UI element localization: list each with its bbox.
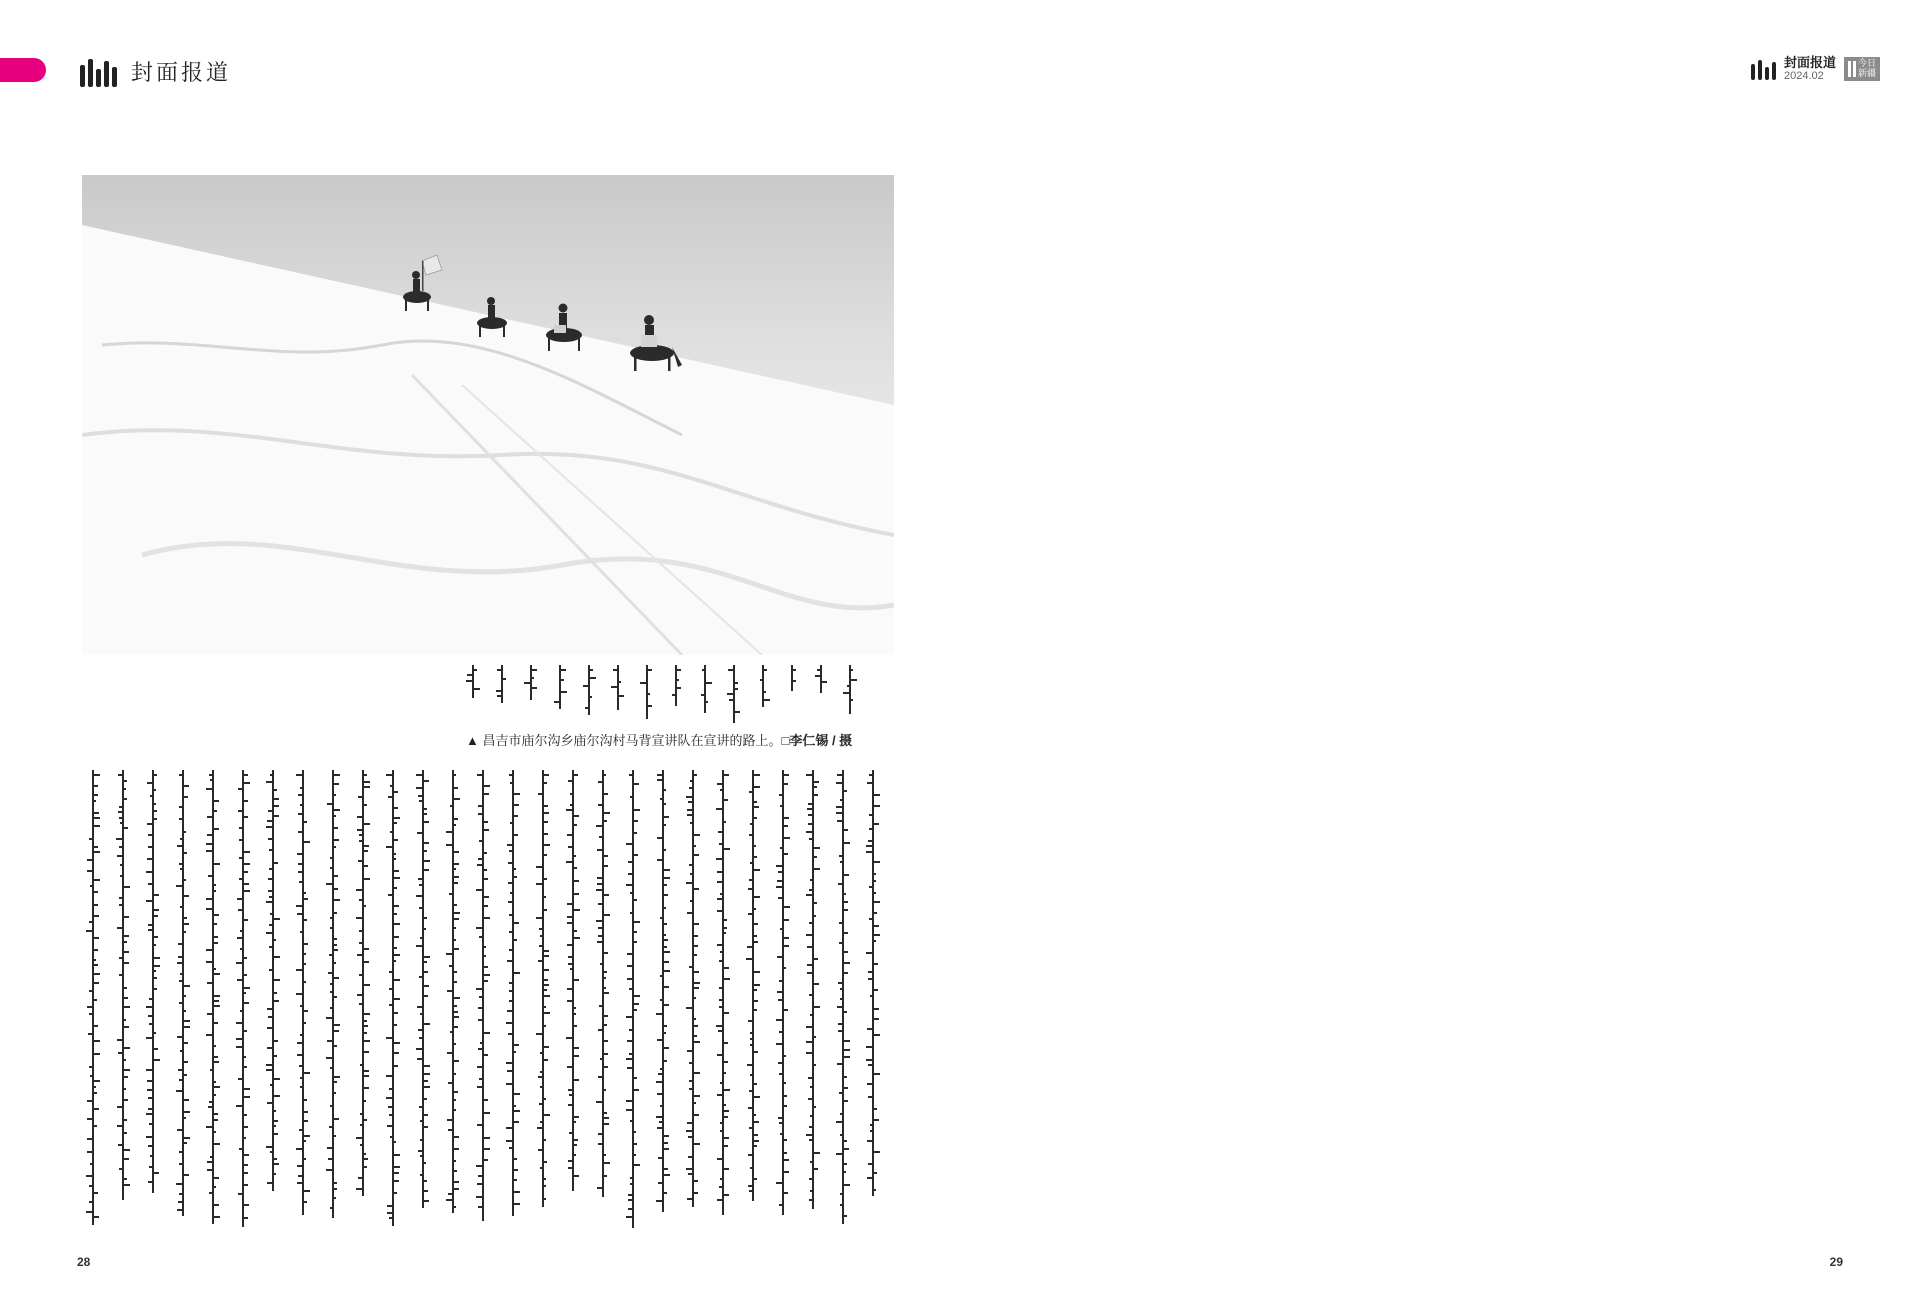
mongolian-text-line [613,665,623,710]
mongolian-text-line [538,770,548,1207]
mongolian-text-line [658,770,668,1212]
mongolian-text-line [808,770,818,1209]
page-number-left: 28 [77,1255,91,1269]
section-header-left [80,56,231,87]
mongolian-text-line [700,665,710,713]
mongolian-text-line [208,770,218,1224]
mongolian-text-line [598,770,608,1197]
right-page [960,0,1920,1312]
mongolian-text-line [298,770,308,1215]
mongolian-text-line [568,770,578,1191]
mongolian-text-line [555,665,565,709]
mongolian-text-line [758,665,768,707]
mongolian-text-line [671,665,681,706]
magazine-logo-bars-icon [1848,61,1856,77]
section-title-left: 封面报道 [131,61,232,86]
mongolian-text-line [526,665,536,700]
mongolian-text-line [688,770,698,1207]
mongolian-text-line [148,770,158,1193]
mongolian-text-line [748,770,758,1201]
mongolian-text-line [388,770,398,1226]
section-header-right [1751,56,1880,82]
mongolian-text-line [118,770,128,1200]
mongolian-text-line [787,665,797,691]
mongolian-text-line [868,770,878,1196]
photo-credit: 李仁锡 / 摄 [789,733,853,748]
mongolian-text-line [478,770,488,1221]
magazine-logo [1844,57,1880,81]
mongolian-text-line [838,770,848,1224]
mongolian-text-line [468,665,478,698]
snow-riders-illustration [82,175,894,655]
mongolian-text-line [778,770,788,1215]
section-title-right: 封面报道 [1783,55,1836,70]
mongolian-text-line [497,665,507,703]
mongolian-text-line [448,770,458,1213]
cover-photo [82,175,894,655]
mongolian-text-line [238,770,248,1227]
mongolian-text-line [729,665,739,723]
mongolian-text-line [845,665,855,714]
caption-text: ▲ 昌吉市庙尔沟乡庙尔沟村马背宣讲队在宣讲的路上。 [466,733,782,748]
mongolian-text-line [508,770,518,1216]
mongolian-text-line [816,665,826,693]
mongolian-text-line [358,770,368,1196]
mongolian-text-line [88,770,98,1225]
section-accent-tab [0,58,46,82]
page-number-right: 29 [1829,1255,1843,1269]
mongolian-text-line [418,770,428,1208]
magazine-logo-text: 今日 新疆 [1857,59,1876,79]
mongolian-text-line [584,665,594,715]
mongolian-text-line [268,770,278,1191]
issue-date: 2024.02 [1783,70,1824,82]
mongolian-section-logo-icon [80,57,117,87]
photo-caption [466,730,852,749]
credit-marker: □ [781,733,790,748]
mongolian-text-line [642,665,652,719]
mongolian-text-line [628,770,638,1228]
mongolian-section-logo-small-icon [1751,58,1776,80]
mongolian-text-line [328,770,338,1218]
mongolian-text-line [718,770,728,1215]
mongolian-text-line [178,770,188,1216]
